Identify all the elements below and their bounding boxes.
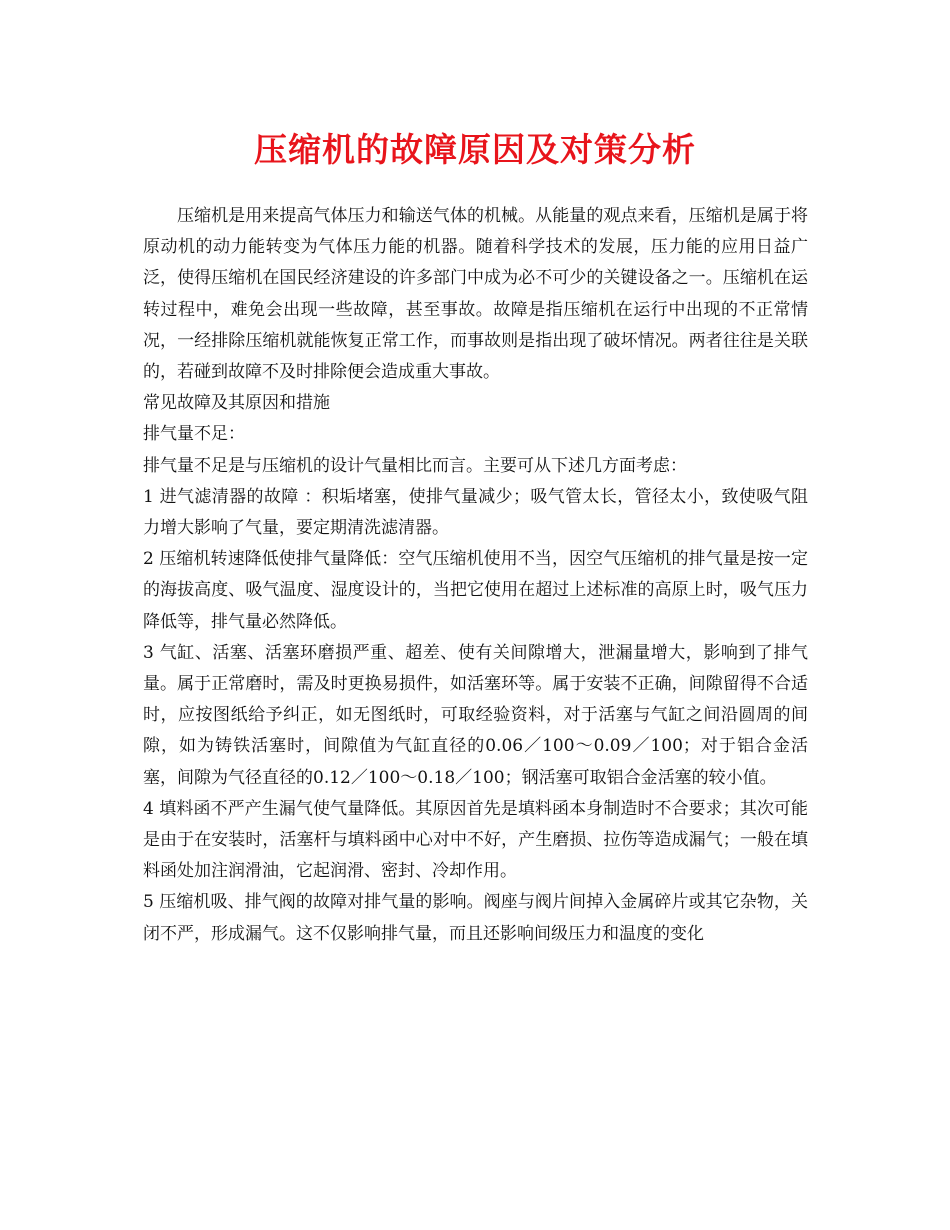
document-body bbox=[143, 201, 808, 950]
section-heading: 常见故障及其原因和措施 bbox=[143, 393, 330, 414]
list-item: 4 填料函不严产生漏气使气量降低。其原因首先是填料函本身制造时不合要求；其次可能是由于在安装时，活塞杆与填料函中心对中不好，产生磨损、拉伤等造成漏气；一般在填料函处加注润滑油，它起润滑、密封、冷却作用。 bbox=[143, 798, 808, 882]
list-item: 5 压缩机吸、排气阀的故障对排气量的影响。阀座与阀片间掉入金属碎片或其它杂物，关闭不严，形成漏气。这不仅影响排气量，而且还影响间级压力和温度的变化 bbox=[143, 892, 808, 944]
list-item: 3 气缸、活塞、活塞环磨损严重、超差、使有关间隙增大，泄漏量增大，影响到了排气量。属于正常磨时，需及时更换易损件，如活塞环等。属于安装不正确，间隙留得不合适时，应按图纸给予纠正，如无图纸时，可取经验资料，对于活塞与气缸之间沿圆周的间隙，如为铸铁活塞时，间隙值为气缸直径的0.06／100～0.09／100；对于铝合金活塞，间隙为气径直径的0.12／100～0.18／100；钢活塞可取铝合金活塞的较小值。 bbox=[143, 642, 808, 788]
list-item: 2 压缩机转速降低使排气量降低：空气压缩机使用不当，因空气压缩机的排气量是按一定的海拔高度、吸气温度、湿度设计的，当把它使用在超过上述标准的高原上时，吸气压力降低等，排气量必然降低。 bbox=[143, 549, 808, 632]
list-item: 1 进气滤清器的故障 ：积垢堵塞，使排气量减少；吸气管太长，管径太小，致使吸气阻力增大影响了气量，要定期清洗滤清器。 bbox=[143, 486, 808, 539]
intro-paragraph: 压缩机是用来提高气体压力和输送气体的机械。从能量的观点来看，压缩机是属于将原动机的动力能转变为气体压力能的机器。随着科学技术的发展，压力能的应用日益广泛，使得压缩机在国民经济建设的许多部门中成为必不可少的关键设备之一。压缩机在运转过程中，难免会出现一些故障，甚至事故。故障是指压缩机在运行中出现的不正常情况，一经排除压缩机就能恢复正常工作，而事故则是指出现了破坏情况。两者往往是关联的，若碰到故障不及时排除便会造成重大事故。 bbox=[143, 206, 808, 383]
subsection-heading: 排气量不足： bbox=[143, 424, 245, 445]
document-title: 压缩机的故障原因及对策分析 bbox=[254, 130, 696, 169]
subsection-intro: 排气量不足是与压缩机的设计气量相比而言。主要可从下述几方面考虑： bbox=[143, 455, 687, 476]
